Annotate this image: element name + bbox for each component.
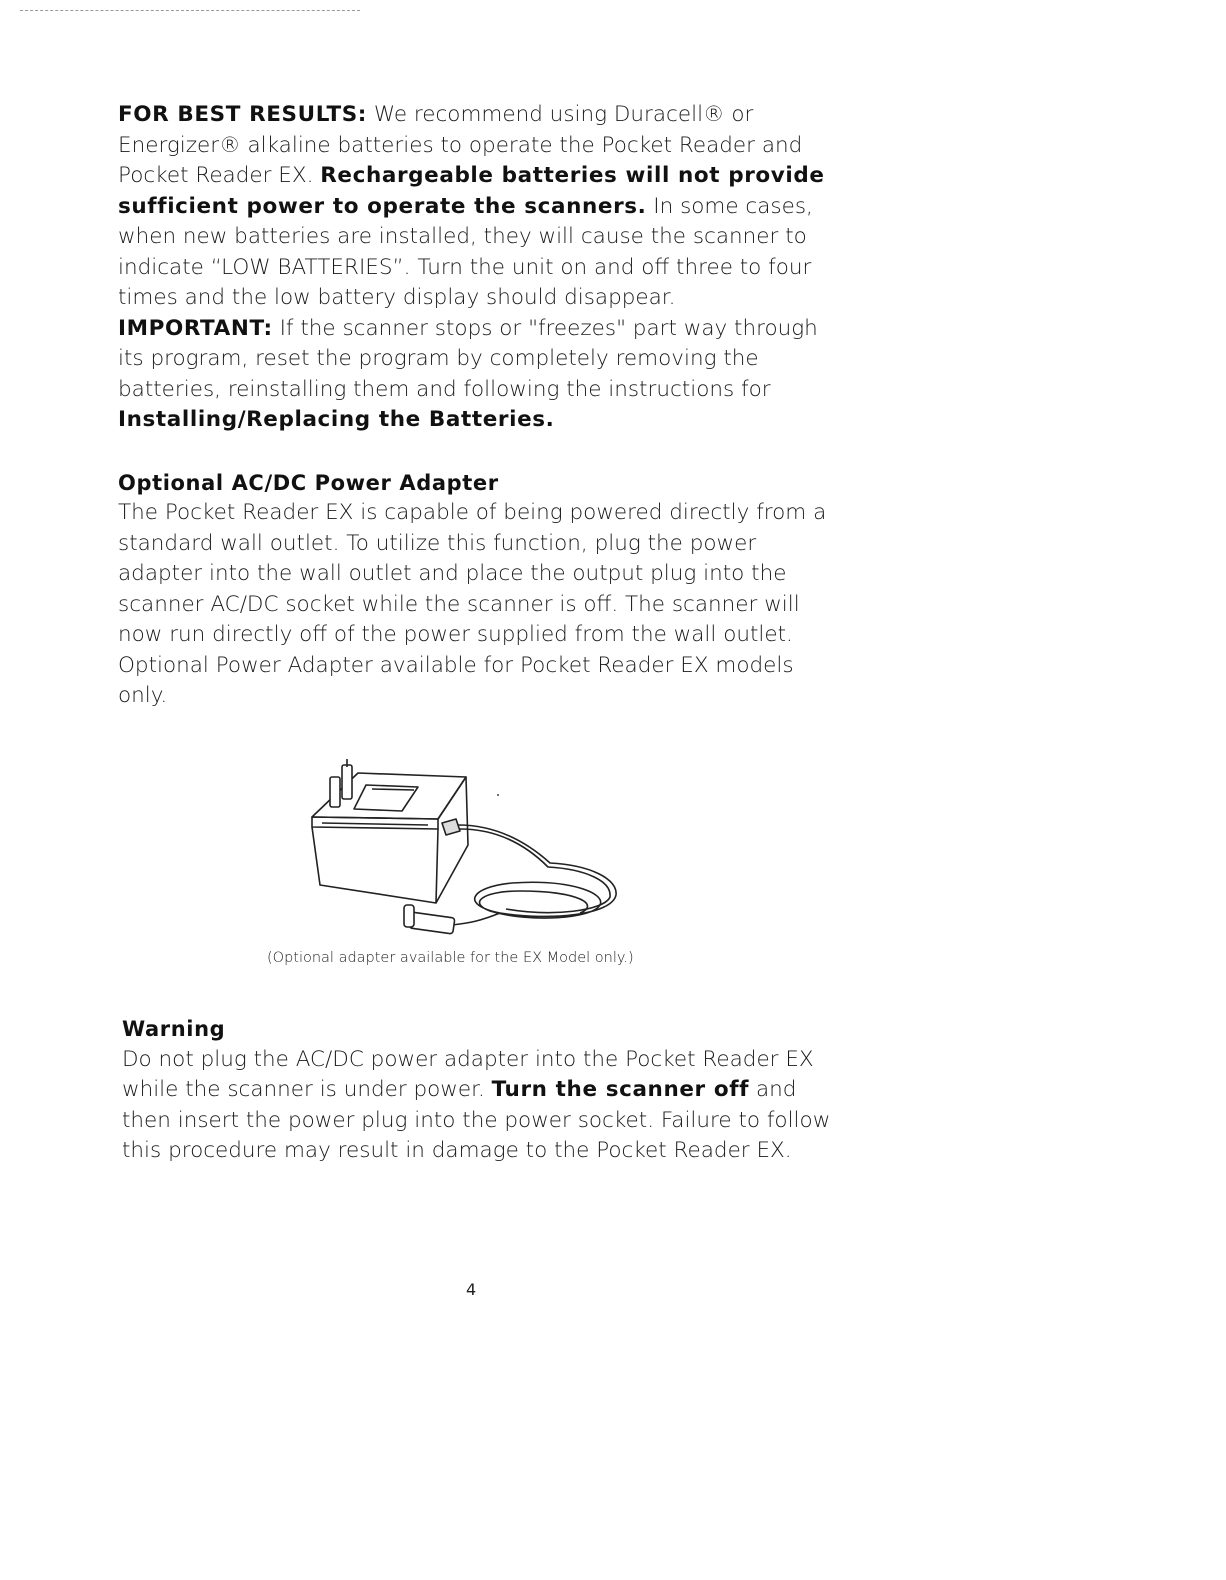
warning-heading: Warning	[122, 1017, 226, 1041]
important-paragraph	[118, 314, 838, 436]
best-results-text-1: We recommend using Duracell® or Energizer® alkaline batteries to operate the Pocket Reader and Pocket Reader EX.	[118, 102, 803, 188]
important-label: IMPORTANT:	[118, 315, 273, 341]
best-results-label: FOR BEST RESULTS:	[118, 102, 367, 127]
best-results-bold-warning: Rechargeable batteries will not provide sufficient power to operate the scanners.	[118, 163, 825, 219]
scan-artifact-line	[20, 10, 360, 11]
adapter-section-heading: Optional AC/DC Power Adapter	[118, 470, 499, 495]
warning-body	[122, 1045, 842, 1167]
warning-bold-instruction: Turn the scanner off	[491, 1077, 750, 1102]
best-results-paragraph	[118, 100, 838, 314]
important-text: If the scanner stops or "freezes" part way through its program, reset the program by completely removing the batteries, reinstalling them and following the instructions for	[118, 315, 818, 402]
installing-batteries-reference: Installing/Replacing the Batteries.	[118, 407, 555, 432]
power-adapter-illustration	[300, 755, 630, 945]
adapter-section-body: The Pocket Reader EX is capable of being powered directly from a standard wall outlet. To utilize this function, plug the power adapter into the wall outlet and place the output plug into the scanner AC/DC socket while the scanner is off. The scanner will now run directly off of the power supplied from the wall outlet. Optional Power Adapter available for Pocket Reader EX models only.	[118, 500, 827, 708]
best-results-text-2: In some cases, when new batteries are installed, they will cause the scanner to indicate “LOW BATTERIES”. Turn the unit on and off three to four times and the low battery display should disappear.	[118, 193, 813, 310]
page-number: 4	[466, 1280, 477, 1299]
warning-section	[122, 1014, 842, 1167]
figure-caption: (Optional adapter available for the EX Model only.)	[267, 950, 634, 966]
warning-text-2: and then insert the power plug into the power socket. Failure to follow this procedure may result in damage to the Pocket Reader EX.	[122, 1077, 831, 1163]
warning-text-1: Do not plug the AC/DC power adapter into the Pocket Reader EX while the scanner is under power.	[122, 1046, 814, 1102]
main-content	[118, 100, 838, 712]
